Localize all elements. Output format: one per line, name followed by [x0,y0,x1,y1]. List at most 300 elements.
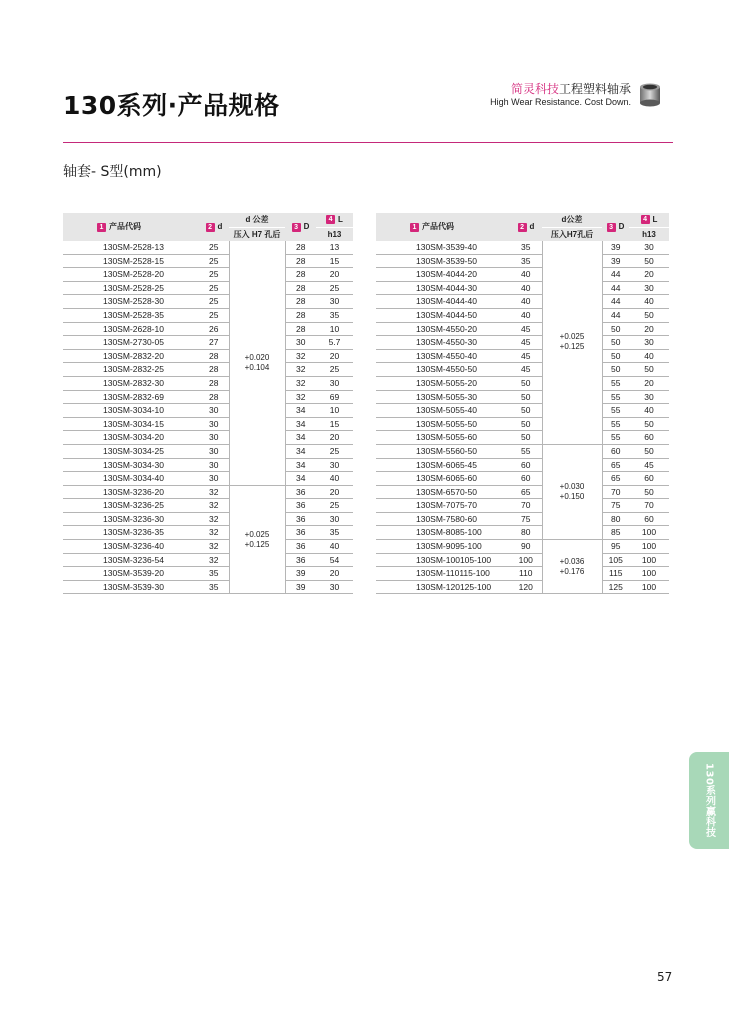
cell-L: 50 [629,417,669,431]
cell-L: 5.7 [316,336,353,350]
section-side-tab[interactable]: 130系列赢科技 [689,752,729,849]
cell-D: 50 [602,322,629,336]
cell-product-code: 130SM-3236-54 [63,553,199,567]
cell-D: 39 [602,254,629,268]
cell-product-code: 130SM-5055-30 [376,390,510,404]
cell-product-code: 130SM-5560-50 [376,444,510,458]
table-row [376,363,669,377]
table-row [376,526,669,540]
cell-d: 30 [199,472,229,486]
cell-L: 20 [629,376,669,390]
tolerance-line: +0.025 [244,529,270,539]
cell-L: 50 [629,254,669,268]
cell-L: 10 [316,322,353,336]
cell-product-code: 130SM-2528-30 [63,295,199,309]
cell-D: 55 [602,404,629,418]
cell-L: 30 [316,580,353,594]
table-row [63,485,353,499]
cell-product-code: 130SM-6065-45 [376,458,510,472]
cell-L: 100 [629,540,669,554]
table-row [376,417,669,431]
cell-product-code: 130SM-4550-30 [376,336,510,350]
cell-D: 39 [285,580,316,594]
col-header-d: 2 d [510,213,542,241]
cell-d: 45 [510,322,542,336]
table-row [63,254,353,268]
cell-D: 65 [602,472,629,486]
cell-D: 50 [602,336,629,350]
cell-D: 60 [602,444,629,458]
cell-L: 15 [316,254,353,268]
cell-product-code: 130SM-2832-25 [63,363,199,377]
cell-D: 44 [602,268,629,282]
cell-d: 28 [199,376,229,390]
table-row [63,390,353,404]
cell-L: 60 [629,472,669,486]
cell-L: 60 [629,431,669,445]
spec-table-left [63,213,353,594]
table-row [63,376,353,390]
table-row [63,499,353,513]
cell-L: 30 [316,512,353,526]
table-row [63,322,353,336]
cell-d: 27 [199,336,229,350]
cell-D: 44 [602,281,629,295]
cell-D: 28 [285,308,316,322]
cell-D: 55 [602,431,629,445]
cell-L: 20 [316,431,353,445]
cell-L: 30 [316,458,353,472]
cell-product-code: 130SM-4044-30 [376,281,510,295]
table-row [376,308,669,322]
cell-d: 25 [199,241,229,254]
cell-product-code: 130SM-4550-50 [376,363,510,377]
cell-L: 35 [316,308,353,322]
cell-D: 55 [602,417,629,431]
cell-D: 28 [285,241,316,254]
cell-product-code: 130SM-3034-40 [63,472,199,486]
section-subtitle: 轴套- S型(mm) [63,164,162,180]
cell-D: 125 [602,580,629,594]
cell-d: 40 [510,281,542,295]
cell-D: 39 [285,567,316,581]
table-row [63,553,353,567]
cell-tolerance [542,540,602,594]
cell-d: 28 [199,390,229,404]
table-row [63,431,353,445]
table-row [63,417,353,431]
cell-product-code: 130SM-2832-69 [63,390,199,404]
cell-product-code: 130SM-2832-20 [63,349,199,363]
cell-D: 28 [285,281,316,295]
cell-product-code: 130SM-5055-20 [376,376,510,390]
cell-D: 44 [602,295,629,309]
cell-d: 40 [510,295,542,309]
cell-d: 35 [510,241,542,254]
table-row [376,404,669,418]
cell-tolerance [542,444,602,539]
cell-D: 44 [602,308,629,322]
cell-d: 70 [510,499,542,513]
table-row [376,458,669,472]
cell-d: 60 [510,458,542,472]
cell-D: 80 [602,512,629,526]
cell-D: 34 [285,404,316,418]
table-row [63,444,353,458]
cell-product-code: 130SM-5055-40 [376,404,510,418]
cell-D: 32 [285,390,316,404]
cell-D: 30 [285,336,316,350]
cell-d: 32 [199,540,229,554]
cell-L: 25 [316,499,353,513]
cell-L: 25 [316,444,353,458]
cell-L: 35 [316,526,353,540]
cell-product-code: 130SM-3236-20 [63,485,199,499]
cell-d: 45 [510,363,542,377]
cell-d: 25 [199,281,229,295]
table-row [63,458,353,472]
table-row [63,567,353,581]
cell-D: 28 [285,295,316,309]
cell-D: 32 [285,376,316,390]
cell-D: 36 [285,526,316,540]
col-header-tolerance: d公差 [542,213,602,227]
cell-D: 55 [602,376,629,390]
cell-L: 54 [316,553,353,567]
cell-L: 50 [629,485,669,499]
cell-D: 65 [602,458,629,472]
cell-D: 34 [285,444,316,458]
cell-L: 30 [316,376,353,390]
cell-D: 36 [285,512,316,526]
cell-D: 75 [602,499,629,513]
table-row [376,268,669,282]
cell-L: 70 [629,499,669,513]
cell-L: 60 [629,512,669,526]
brand-tagline: 工程塑料轴承 [558,82,631,96]
cell-L: 40 [629,349,669,363]
cell-product-code: 130SM-2628-10 [63,322,199,336]
cell-D: 50 [602,349,629,363]
table-row [63,281,353,295]
table-row [376,540,669,554]
table-row [376,444,669,458]
tolerance-line: +0.020 [244,352,270,362]
cell-D: 34 [285,417,316,431]
cell-product-code: 130SM-9095-100 [376,540,510,554]
table-row [63,363,353,377]
cell-product-code: 130SM-4550-40 [376,349,510,363]
tolerance-line: +0.125 [244,539,270,549]
cell-L: 30 [316,295,353,309]
cell-L: 20 [629,322,669,336]
cell-D: 105 [602,553,629,567]
cell-product-code: 130SM-3539-20 [63,567,199,581]
cell-D: 70 [602,485,629,499]
cell-product-code: 130SM-110115-100 [376,567,510,581]
cell-L: 25 [316,363,353,377]
cell-d: 40 [510,308,542,322]
page-number: 57 [657,970,673,984]
cell-d: 30 [199,458,229,472]
brand-name: 简灵科技 [510,82,559,96]
cell-L: 25 [316,281,353,295]
table-row [376,376,669,390]
cell-d: 80 [510,526,542,540]
cell-L: 69 [316,390,353,404]
cell-d: 50 [510,417,542,431]
table-row [376,322,669,336]
cell-product-code: 130SM-8085-100 [376,526,510,540]
cell-L: 20 [316,485,353,499]
cell-D: 85 [602,526,629,540]
cell-L: 100 [629,553,669,567]
cell-L: 20 [629,268,669,282]
cell-d: 32 [199,526,229,540]
cell-product-code: 130SM-3034-10 [63,404,199,418]
cell-product-code: 130SM-3034-15 [63,417,199,431]
cell-product-code: 130SM-2832-30 [63,376,199,390]
cell-L: 50 [629,308,669,322]
table-row [63,268,353,282]
cell-d: 25 [199,295,229,309]
col-subheader-tolerance: 压入H7孔后 [542,227,602,241]
cell-L: 30 [629,241,669,254]
cell-d: 120 [510,580,542,594]
cell-product-code: 130SM-6570-50 [376,485,510,499]
cell-product-code: 130SM-120125-100 [376,580,510,594]
cell-product-code: 130SM-2528-20 [63,268,199,282]
table-row [376,553,669,567]
cell-d: 50 [510,404,542,418]
table-row [63,241,353,254]
cell-D: 36 [285,553,316,567]
cell-product-code: 130SM-3236-40 [63,540,199,554]
cell-product-code: 130SM-3034-20 [63,431,199,445]
cell-D: 36 [285,485,316,499]
cell-product-code: 130SM-2528-13 [63,241,199,254]
cell-d: 26 [199,322,229,336]
table-row [63,472,353,486]
cell-d: 35 [199,567,229,581]
table-row [376,472,669,486]
table-row [376,281,669,295]
cell-product-code: 130SM-3034-25 [63,444,199,458]
cell-L: 50 [629,363,669,377]
cell-d: 30 [199,431,229,445]
cell-product-code: 130SM-2528-25 [63,281,199,295]
cell-L: 100 [629,580,669,594]
cell-product-code: 130SM-4044-50 [376,308,510,322]
cell-d: 50 [510,431,542,445]
cell-L: 30 [629,336,669,350]
table-row [376,485,669,499]
cell-product-code: 130SM-3539-50 [376,254,510,268]
cell-L: 20 [316,268,353,282]
cell-product-code: 130SM-5055-60 [376,431,510,445]
cell-product-code: 130SM-5055-50 [376,417,510,431]
cell-product-code: 130SM-2730-05 [63,336,199,350]
cell-D: 32 [285,363,316,377]
cell-d: 32 [199,485,229,499]
cell-D: 36 [285,499,316,513]
cell-d: 75 [510,512,542,526]
cell-d: 32 [199,553,229,567]
cell-L: 40 [629,295,669,309]
table-row [376,254,669,268]
table-row [63,526,353,540]
cell-d: 30 [199,444,229,458]
col-subheader-L: h13 [316,227,353,241]
cell-product-code: 130SM-7580-60 [376,512,510,526]
cell-tolerance [542,241,602,444]
col-header-L: 4 L [629,213,669,227]
cell-D: 36 [285,540,316,554]
table-row [63,512,353,526]
table-row [376,512,669,526]
col-header-L: 4 L [316,213,353,227]
cell-d: 45 [510,336,542,350]
cell-product-code: 130SM-3034-30 [63,458,199,472]
col-header-D: 3 D [602,213,629,241]
cell-product-code: 130SM-6065-60 [376,472,510,486]
cell-d: 30 [199,404,229,418]
cell-D: 34 [285,458,316,472]
brand-block [490,82,661,108]
cell-L: 100 [629,526,669,540]
tolerance-line: +0.030 [559,481,585,491]
cell-d: 28 [199,349,229,363]
cell-D: 28 [285,322,316,336]
cell-d: 50 [510,390,542,404]
cell-L: 15 [316,417,353,431]
table-row [63,540,353,554]
cell-d: 30 [199,417,229,431]
cell-product-code: 130SM-3539-40 [376,241,510,254]
table-row [63,349,353,363]
cell-product-code: 130SM-4044-40 [376,295,510,309]
cell-D: 115 [602,567,629,581]
cell-product-code: 130SM-3539-30 [63,580,199,594]
cell-L: 100 [629,567,669,581]
bearing-sleeve-icon [639,83,661,107]
col-header-d: 2 d [199,213,229,241]
header-rule [63,142,673,143]
cell-product-code: 130SM-4550-20 [376,322,510,336]
tolerance-line: +0.104 [244,362,270,372]
cell-d: 32 [199,512,229,526]
cell-d: 35 [510,254,542,268]
cell-d: 100 [510,553,542,567]
tolerance-line: +0.025 [559,332,585,342]
cell-d: 90 [510,540,542,554]
table-row [376,336,669,350]
cell-d: 60 [510,472,542,486]
col-subheader-tolerance: 压入 H7 孔后 [229,227,285,241]
cell-product-code: 130SM-2528-15 [63,254,199,268]
cell-product-code: 130SM-3236-30 [63,512,199,526]
cell-D: 34 [285,431,316,445]
cell-tolerance [229,241,285,485]
cell-product-code: 130SM-7075-70 [376,499,510,513]
table-row [376,390,669,404]
col-header-code: 1 产品代码 [63,213,199,241]
cell-L: 40 [316,540,353,554]
tolerance-line: +0.125 [559,342,585,352]
cell-L: 40 [629,404,669,418]
cell-D: 28 [285,254,316,268]
table-row [63,404,353,418]
cell-d: 32 [199,499,229,513]
col-header-D: 3 D [285,213,316,241]
cell-d: 28 [199,363,229,377]
cell-product-code: 130SM-100105-100 [376,553,510,567]
col-subheader-L: h13 [629,227,669,241]
tolerance-line: +0.176 [559,566,585,576]
table-row [63,308,353,322]
tolerance-line: +0.150 [559,491,585,501]
brand-slogan: High Wear Resistance. Cost Down. [490,97,631,107]
table-row [376,295,669,309]
col-header-code: 1 产品代码 [376,213,510,241]
cell-d: 110 [510,567,542,581]
tolerance-line: +0.036 [559,556,585,566]
cell-D: 34 [285,472,316,486]
cell-D: 39 [602,241,629,254]
cell-D: 95 [602,540,629,554]
spec-table-right [376,213,669,594]
cell-D: 28 [285,268,316,282]
table-row [376,499,669,513]
cell-L: 40 [316,472,353,486]
cell-L: 20 [316,349,353,363]
cell-product-code: 130SM-2528-35 [63,308,199,322]
table-row [376,349,669,363]
cell-product-code: 130SM-3236-25 [63,499,199,513]
cell-D: 32 [285,349,316,363]
cell-L: 13 [316,241,353,254]
cell-d: 25 [199,254,229,268]
cell-d: 40 [510,268,542,282]
cell-D: 50 [602,363,629,377]
cell-D: 55 [602,390,629,404]
table-row [376,580,669,594]
cell-d: 55 [510,444,542,458]
cell-L: 45 [629,458,669,472]
table-row [63,295,353,309]
table-row [376,431,669,445]
table-row [376,241,669,254]
cell-d: 25 [199,308,229,322]
cell-L: 10 [316,404,353,418]
cell-product-code: 130SM-4044-20 [376,268,510,282]
cell-L: 20 [316,567,353,581]
col-header-tolerance: d 公差 [229,213,285,227]
cell-product-code: 130SM-3236-35 [63,526,199,540]
cell-L: 50 [629,444,669,458]
cell-L: 30 [629,281,669,295]
cell-d: 45 [510,349,542,363]
cell-d: 35 [199,580,229,594]
page-title: 130系列·产品规格 [63,91,280,120]
table-row [63,336,353,350]
cell-tolerance [229,485,285,594]
table-row [376,567,669,581]
cell-L: 30 [629,390,669,404]
cell-d: 25 [199,268,229,282]
table-row [63,580,353,594]
cell-d: 50 [510,376,542,390]
